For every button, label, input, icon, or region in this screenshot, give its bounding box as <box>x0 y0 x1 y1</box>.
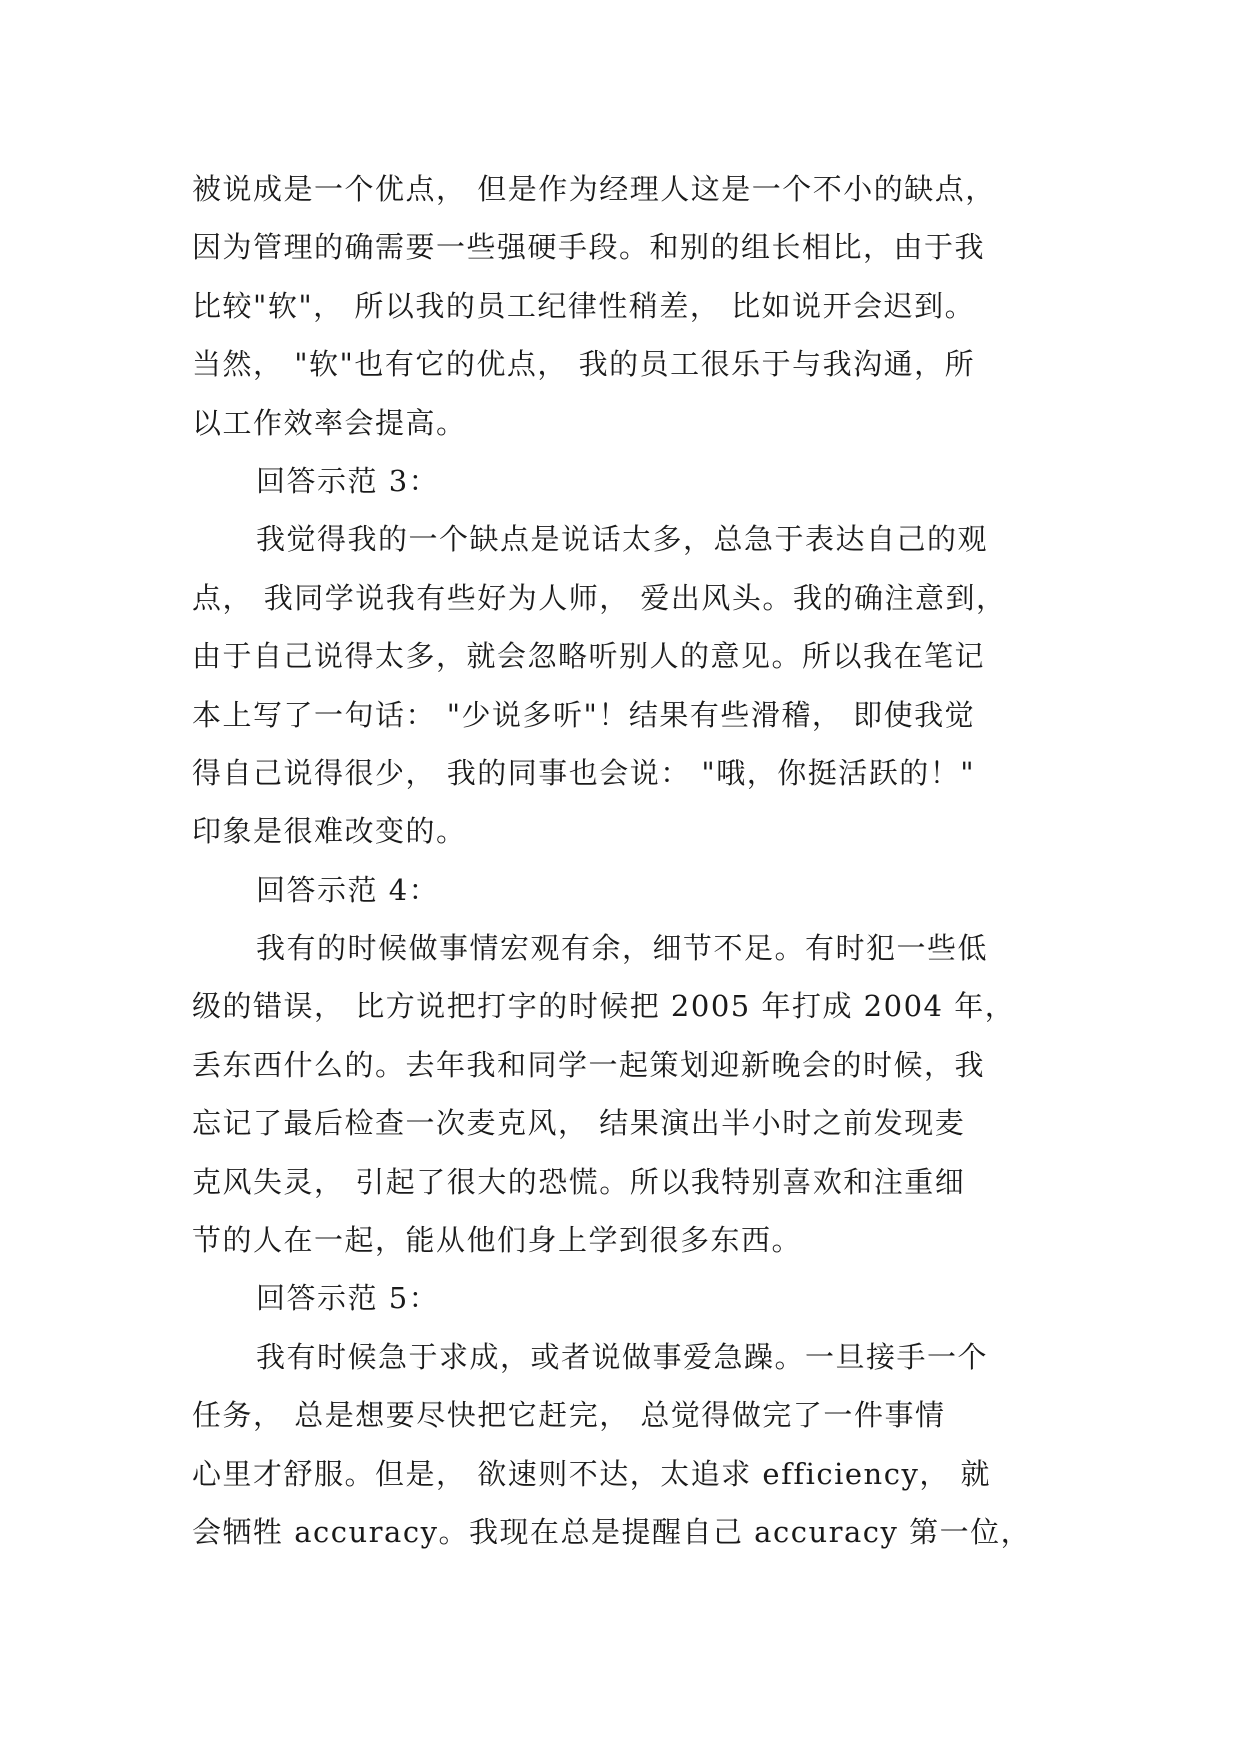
text-line: 点， 我同学说我有些好为人师， 爱出风头。我的确注意到， <box>192 580 1007 615</box>
text-line: 被说成是一个优点， 但是作为经理人这是一个不小的缺点， <box>192 172 996 206</box>
text-line: 会牺牲 accuracy。我现在总是提醒自己 accuracy 第一位， <box>192 1514 1032 1549</box>
text-line: 心里才舒服。但是， 欲速则不达，太追求 efficiency， 就 <box>192 1456 992 1491</box>
text-line: 级的错误， 比方说把打字的时候把 2005 年打成 2004 年， <box>192 989 1016 1024</box>
text-line: 节的人在一起，能从他们身上学到很多东西。 <box>192 1223 803 1258</box>
section-heading: 回答示范 5： <box>256 1281 440 1316</box>
text-line: 任务， 总是想要尽快把它赶完， 总觉得做完了一件事情 <box>192 1398 946 1433</box>
text-line: 丢东西什么的。去年我和同学一起策划迎新晚会的时候，我 <box>192 1047 986 1082</box>
text-line: 我有的时候做事情宏观有余，细节不足。有时犯一些低 <box>256 931 989 966</box>
body-text <box>192 160 1072 1561</box>
text-line: 由于自己说得太多，就会忽略听别人的意见。所以我在笔记 <box>192 639 986 674</box>
text-line: 印象是很难改变的。 <box>192 814 467 849</box>
section-heading: 回答示范 4： <box>256 872 440 907</box>
text-line: 因为管理的确需要一些强硬手段。和别的组长相比，由于我 <box>192 230 986 265</box>
text-line: 本上写了一句话： "少说多听"！结果有些滑稽， 即使我觉 <box>192 697 976 732</box>
text-line: 忘记了最后检查一次麦克风， 结果演出半小时之前发现麦 <box>192 1106 966 1141</box>
text-line: 当然， "软"也有它的优点， 我的员工很乐于与我沟通，所 <box>192 347 976 382</box>
text-line: 比较"软"， 所以我的员工纪律性稍差， 比如说开会迟到。 <box>192 288 976 323</box>
text-line: 得自己说得很少， 我的同事也会说： "哦，你挺活跃的！" <box>192 755 976 790</box>
text-line: 克风失灵， 引起了很大的恐慌。所以我特别喜欢和注重细 <box>192 1164 966 1199</box>
text-line: 我觉得我的一个缺点是说话太多，总急于表达自己的观 <box>256 522 989 557</box>
section-heading: 回答示范 3： <box>256 463 440 498</box>
text-line: 我有时候急于求成，或者说做事爱急躁。一旦接手一个 <box>256 1339 989 1374</box>
text-line: 以工作效率会提高。 <box>192 405 467 440</box>
